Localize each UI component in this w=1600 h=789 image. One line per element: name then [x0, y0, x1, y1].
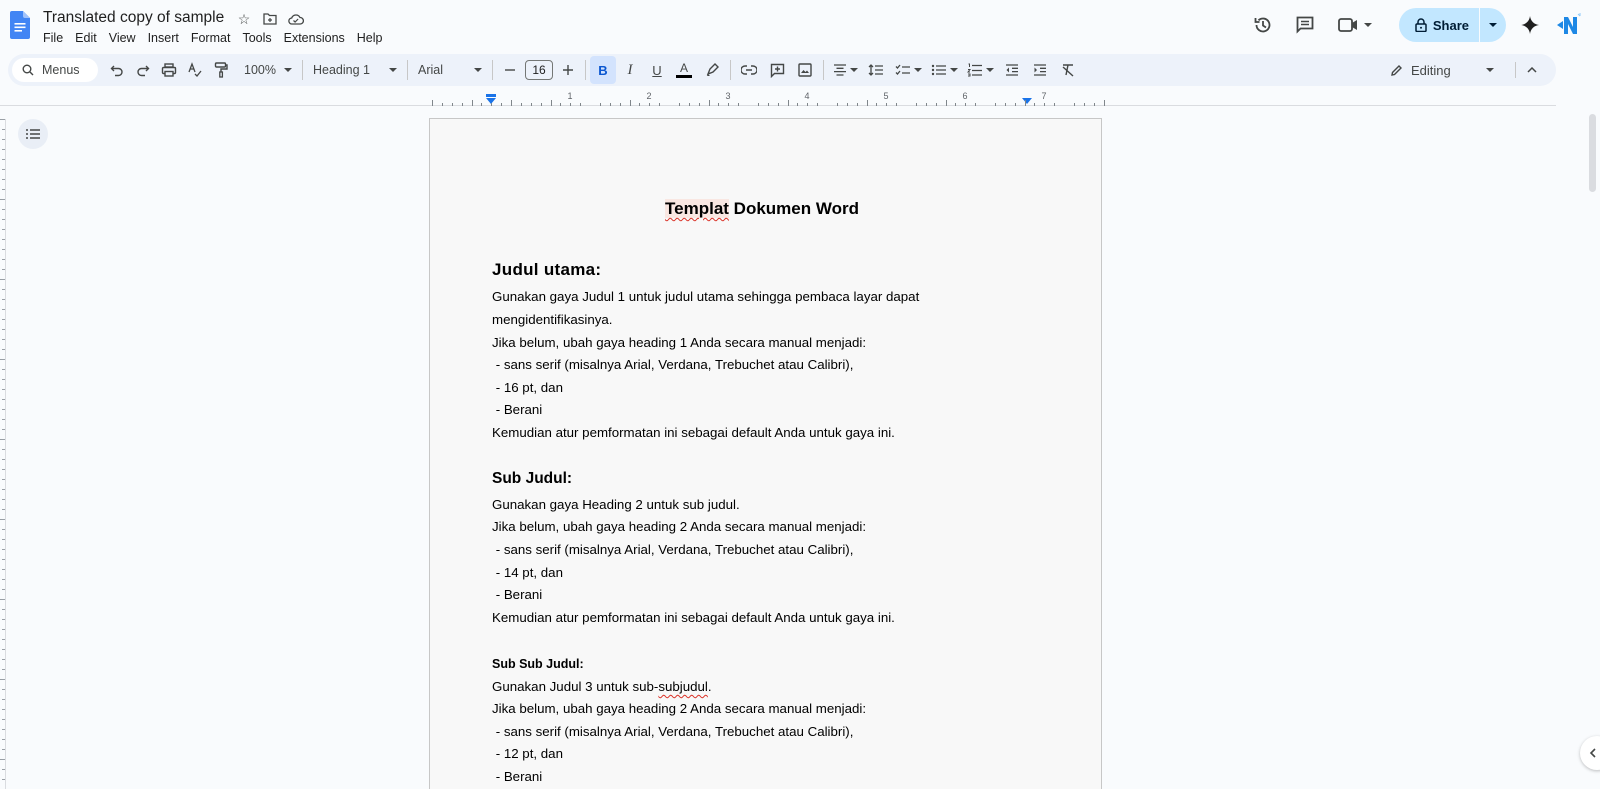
text-color-icon: A — [679, 61, 688, 75]
ruler-tick — [679, 103, 680, 106]
list-line: - 12 pt, dan — [492, 746, 563, 761]
chevron-down-icon — [914, 68, 922, 72]
ruler-tick — [0, 439, 5, 440]
ruler-tick — [452, 103, 453, 106]
insert-link-icon[interactable] — [735, 56, 763, 84]
lock-icon — [1415, 18, 1427, 32]
zoom-value: 100% — [244, 63, 276, 77]
bulleted-list-icon — [931, 64, 947, 76]
ruler-tick — [2, 319, 5, 320]
toolbar-divider — [730, 60, 731, 80]
ruler-tick — [728, 103, 729, 106]
ruler-tick — [2, 129, 5, 130]
ruler-tick — [2, 739, 5, 740]
text-color-swatch — [676, 75, 692, 78]
ruler-tick — [896, 103, 897, 106]
toolbar-divider — [407, 60, 408, 80]
ruler-tick — [847, 103, 848, 106]
ruler-tick — [2, 419, 5, 420]
ruler-tick — [926, 103, 927, 106]
share-button-group — [1399, 8, 1506, 42]
google-docs-logo-icon[interactable] — [10, 11, 30, 39]
list-line: - sans serif (misalnya Arial, Verdana, Trebuchet atau Calibri), — [492, 357, 854, 372]
paint-format-icon[interactable] — [208, 56, 234, 84]
ruler-tick — [2, 149, 5, 150]
ruler-tick — [501, 103, 502, 106]
ruler-tick — [2, 169, 5, 170]
add-comment-icon[interactable] — [763, 56, 791, 84]
ruler-tick — [521, 103, 522, 106]
ruler-tick — [867, 100, 868, 106]
ruler-tick — [2, 559, 5, 560]
vertical-scrollbar[interactable] — [1588, 110, 1598, 789]
ruler-tick — [2, 619, 5, 620]
share-options-dropdown[interactable] — [1480, 8, 1506, 42]
ruler-tick — [2, 289, 5, 290]
increase-font-size-button[interactable] — [555, 56, 581, 84]
ruler-tick — [1084, 103, 1085, 106]
ruler-tick — [2, 309, 5, 310]
list-line: - sans serif (misalnya Arial, Verdana, Trebuchet atau Calibri), — [492, 542, 854, 557]
ruler-tick — [2, 749, 5, 750]
chevron-down-icon — [389, 68, 397, 72]
ruler-tick — [758, 103, 759, 106]
ruler-tick — [1074, 103, 1075, 106]
paragraph-style-value: Heading 1 — [313, 63, 370, 77]
meet-video-icon — [1338, 17, 1360, 33]
heading-2: Sub Judul: — [492, 470, 573, 487]
title-bar — [0, 0, 1600, 52]
ruler-tick — [2, 329, 5, 330]
ruler-tick — [2, 659, 5, 660]
numbered-list-dropdown[interactable] — [962, 56, 998, 84]
paragraph-line: Jika belum, ubah gaya heading 2 Anda secara manual menjadi: — [492, 519, 867, 534]
ruler-tick — [857, 103, 858, 106]
menu-view[interactable]: View — [108, 31, 136, 45]
ruler-tick — [975, 103, 976, 106]
ruler-tick — [551, 100, 552, 106]
paragraph-line: Kemudian atur pemformatan ini sebagai default Anda untuk gaya ini. — [492, 425, 895, 440]
ruler-tick — [837, 103, 838, 106]
heading-3: Sub Sub Judul: — [492, 657, 584, 671]
menu-file[interactable]: File — [43, 31, 64, 45]
ruler-tick — [2, 459, 5, 460]
ruler-tick — [0, 519, 5, 520]
ruler-tick — [580, 103, 581, 106]
paragraph-line: Gunakan Judul 3 untuk sub-subjudul. — [492, 679, 712, 694]
share-button[interactable] — [1399, 8, 1480, 42]
ruler-number: 6 — [962, 91, 968, 101]
ruler-tick — [2, 389, 5, 390]
share-label: Share — [1432, 17, 1469, 33]
ruler-tick — [2, 669, 5, 670]
chevron-down-icon — [1486, 68, 1494, 72]
hide-menus-button[interactable] — [1520, 58, 1544, 82]
ruler-tick — [1015, 103, 1016, 106]
chevron-down-icon — [474, 68, 482, 72]
ruler-tick — [2, 719, 5, 720]
ruler-tick — [709, 100, 710, 106]
chevron-left-icon — [1589, 748, 1596, 758]
ruler-tick — [639, 103, 640, 106]
ruler-tick — [2, 649, 5, 650]
ruler-tick — [1054, 103, 1055, 106]
ruler-tick — [472, 100, 473, 106]
decrease-indent-icon[interactable] — [998, 56, 1026, 84]
ruler-tick — [600, 103, 601, 106]
chevron-down-icon — [1489, 23, 1497, 27]
menu-tools[interactable]: Tools — [242, 31, 272, 45]
ruler-number: 7 — [1041, 91, 1047, 101]
clear-formatting-icon[interactable] — [1054, 56, 1082, 84]
ruler-tick — [0, 119, 5, 120]
ruler-tick — [560, 103, 561, 106]
menu-format[interactable]: Format — [190, 31, 231, 45]
ruler-tick — [936, 103, 937, 106]
list-line: - Berani — [492, 587, 543, 602]
ruler-tick — [649, 103, 650, 106]
ruler-tick — [2, 549, 5, 550]
print-icon[interactable] — [156, 56, 182, 84]
paragraph-line: Kemudian atur pemformatan ini sebagai default Anda untuk gaya ini. — [492, 610, 895, 625]
italic-icon: I — [627, 61, 633, 78]
search-menus-placeholder: Menus — [42, 63, 80, 77]
list-line: - Berani — [492, 402, 543, 417]
cloud-saved-icon[interactable] — [288, 11, 304, 27]
ruler-tick — [2, 379, 5, 380]
ruler-tick — [718, 103, 719, 106]
chevron-down-icon — [950, 68, 958, 72]
move-to-folder-icon[interactable] — [262, 11, 278, 27]
ruler-tick — [2, 409, 5, 410]
ruler-tick — [2, 449, 5, 450]
ruler-tick — [659, 103, 660, 106]
ruler-number: 3 — [725, 91, 731, 101]
increase-indent-icon[interactable] — [1026, 56, 1054, 84]
ruler-tick — [778, 103, 779, 106]
paragraph-line: Gunakan gaya Judul 1 untuk judul utama sehingga pembaca layar dapat — [492, 289, 920, 304]
line-spacing-icon[interactable] — [862, 56, 890, 84]
ruler-tick — [2, 609, 5, 610]
ruler-tick — [432, 100, 433, 106]
ruler-tick — [2, 479, 5, 480]
list-line: - Berani — [492, 769, 543, 784]
ruler-tick — [2, 709, 5, 710]
misspelled-word[interactable]: subjudul — [658, 679, 708, 694]
comments-icon[interactable] — [1287, 8, 1323, 42]
document-title[interactable]: Translated copy of sample — [43, 9, 225, 26]
right-indent-marker-icon[interactable] — [1022, 94, 1032, 104]
ruler-tick — [807, 103, 808, 106]
ruler-tick — [2, 399, 5, 400]
ruler-tick — [2, 769, 5, 770]
ruler-tick — [2, 249, 5, 250]
list-line: - 14 pt, dan — [492, 565, 563, 580]
ruler-tick — [946, 100, 947, 106]
zoom-select[interactable] — [238, 56, 298, 84]
highlight-color-icon[interactable] — [698, 56, 726, 84]
chevron-down-icon — [284, 68, 292, 72]
ruler-tick — [2, 219, 5, 220]
ruler-tick — [2, 239, 5, 240]
list-line: - 16 pt, dan — [492, 380, 563, 395]
ruler-number: 1 — [567, 91, 573, 101]
ruler-tick — [0, 199, 5, 200]
ruler-tick — [2, 779, 5, 780]
ruler-tick — [2, 589, 5, 590]
insert-image-icon[interactable] — [791, 56, 819, 84]
ruler-tick — [2, 469, 5, 470]
bold-icon: B — [598, 62, 608, 78]
checklist-icon — [895, 64, 911, 76]
underline-icon: U — [652, 62, 662, 78]
ruler-tick — [2, 489, 5, 490]
menu-edit[interactable]: Edit — [75, 31, 97, 45]
paragraph-line: Gunakan gaya Heading 2 untuk sub judul. — [492, 497, 740, 512]
text-color-button[interactable] — [670, 56, 698, 84]
ruler-tick — [0, 759, 5, 760]
ruler-tick — [1044, 103, 1045, 106]
ruler-tick — [817, 103, 818, 106]
ruler-tick — [1034, 103, 1035, 106]
ruler-tick — [511, 100, 512, 106]
misspelled-word[interactable]: Templat — [665, 199, 729, 218]
ruler-tick — [2, 569, 5, 570]
version-history-icon[interactable] — [1245, 8, 1281, 42]
ruler-tick — [630, 100, 631, 106]
ruler-tick — [2, 639, 5, 640]
toolbar-divider — [1515, 62, 1516, 78]
ruler-tick — [491, 103, 492, 106]
side-panel-toggle-button[interactable] — [1580, 736, 1600, 770]
spellcheck-icon[interactable] — [182, 56, 208, 84]
pencil-icon — [1390, 64, 1403, 77]
numbered-list-icon — [967, 63, 983, 77]
font-family-select[interactable] — [412, 56, 488, 84]
ruler-tick — [1094, 103, 1095, 106]
ruler-tick — [610, 103, 611, 106]
ruler-tick — [2, 429, 5, 430]
ruler-tick — [2, 139, 5, 140]
ruler-tick — [0, 679, 5, 680]
toolbar-divider — [585, 60, 586, 80]
paragraph-line: Jika belum, ubah gaya heading 2 Anda secara manual menjadi: — [492, 701, 867, 716]
ruler-tick — [2, 629, 5, 630]
ruler-tick — [955, 103, 956, 106]
editing-mode-label: Editing — [1411, 62, 1451, 78]
bold-button[interactable] — [590, 56, 616, 84]
toolbar-divider — [823, 60, 824, 80]
ruler-tick — [2, 299, 5, 300]
ruler-tick — [2, 539, 5, 540]
vertical-ruler — [0, 119, 6, 789]
chevron-up-icon — [1527, 67, 1537, 73]
align-dropdown[interactable] — [828, 56, 862, 84]
paragraph-style-select[interactable] — [307, 56, 403, 84]
ruler-tick — [797, 103, 798, 106]
ruler-tick — [0, 279, 5, 280]
ruler-tick — [2, 209, 5, 210]
search-icon — [22, 64, 34, 76]
ruler-tick — [738, 103, 739, 106]
ruler-tick — [699, 103, 700, 106]
toolbar-divider — [302, 60, 303, 80]
ruler-tick — [876, 103, 877, 106]
document-outline-button[interactable] — [18, 119, 48, 149]
checklist-dropdown[interactable] — [890, 56, 926, 84]
ruler-tick — [2, 729, 5, 730]
ruler-tick — [570, 103, 571, 106]
outline-list-icon — [26, 129, 40, 139]
ruler-tick — [541, 103, 542, 106]
ruler-tick — [462, 103, 463, 106]
ruler-tick — [2, 349, 5, 350]
ruler-tick — [2, 369, 5, 370]
menu-bar — [37, 30, 389, 46]
toolbar-divider — [492, 60, 493, 80]
ruler-tick — [2, 229, 5, 230]
paragraph-line: Jika belum, ubah gaya heading 1 Anda secara manual menjadi: — [492, 335, 867, 350]
ruler-tick — [965, 103, 966, 106]
scrollbar-thumb[interactable] — [1589, 114, 1596, 192]
ruler-tick — [481, 103, 482, 106]
ruler-tick — [788, 100, 789, 106]
ruler-number: 2 — [646, 91, 652, 101]
ruler-tick — [1025, 100, 1026, 106]
menu-insert[interactable]: Insert — [147, 31, 179, 45]
decrease-font-size-button[interactable] — [497, 56, 523, 84]
italic-button[interactable] — [616, 56, 644, 84]
formatting-toolbar — [8, 54, 1556, 86]
ruler-tick — [0, 599, 5, 600]
ruler-tick — [2, 179, 5, 180]
redo-icon[interactable] — [130, 56, 156, 84]
meet-button[interactable] — [1329, 8, 1381, 42]
ruler-tick — [2, 509, 5, 510]
ruler-tick — [916, 103, 917, 106]
underline-button[interactable] — [644, 56, 670, 84]
horizontal-ruler[interactable] — [430, 90, 1110, 106]
account-avatar[interactable] — [1552, 8, 1586, 42]
ruler-tick — [768, 103, 769, 106]
bulleted-list-dropdown[interactable] — [926, 56, 962, 84]
ruler-tick — [2, 189, 5, 190]
chevron-down-icon — [1364, 23, 1372, 27]
ruler-tick — [1005, 103, 1006, 106]
ruler-tick — [2, 159, 5, 160]
ruler-number: 4 — [804, 91, 810, 101]
font-size-input[interactable]: 16 — [525, 60, 553, 80]
undo-icon[interactable] — [104, 56, 130, 84]
list-line: - sans serif (misalnya Arial, Verdana, Trebuchet atau Calibri), — [492, 724, 854, 739]
ruler-number: 5 — [883, 91, 889, 101]
chevron-down-icon — [850, 68, 858, 72]
star-icon[interactable]: ☆ — [237, 10, 251, 27]
ruler-tick — [0, 359, 5, 360]
search-menus-input[interactable] — [12, 58, 98, 82]
ruler-tick — [2, 499, 5, 500]
ruler-tick — [1104, 100, 1105, 106]
ruler-tick — [2, 339, 5, 340]
gemini-sparkle-icon[interactable] — [1510, 8, 1550, 42]
ruler-tick — [442, 103, 443, 106]
editing-mode-select[interactable] — [1378, 56, 1506, 84]
paragraph-line: mengidentifikasinya. — [492, 312, 613, 327]
ruler-tick — [2, 579, 5, 580]
ruler-tick — [2, 259, 5, 260]
chevron-down-icon — [986, 68, 994, 72]
ruler-tick — [886, 103, 887, 106]
ruler-tick — [2, 269, 5, 270]
document-heading-title: Templat Dokumen Word — [665, 199, 859, 218]
font-family-value: Arial — [418, 63, 444, 77]
menu-extensions[interactable]: Extensions — [283, 31, 345, 45]
ruler-tick — [2, 699, 5, 700]
ruler-tick — [620, 103, 621, 106]
heading-1: Judul utama: — [492, 260, 602, 279]
ruler-tick — [531, 103, 532, 106]
align-center-icon — [833, 64, 847, 76]
document-page[interactable] — [429, 118, 1102, 789]
ruler-tick — [2, 529, 5, 530]
ruler-tick — [995, 103, 996, 106]
ruler-tick — [689, 103, 690, 106]
menu-help[interactable]: Help — [356, 31, 383, 45]
ruler-tick — [2, 689, 5, 690]
